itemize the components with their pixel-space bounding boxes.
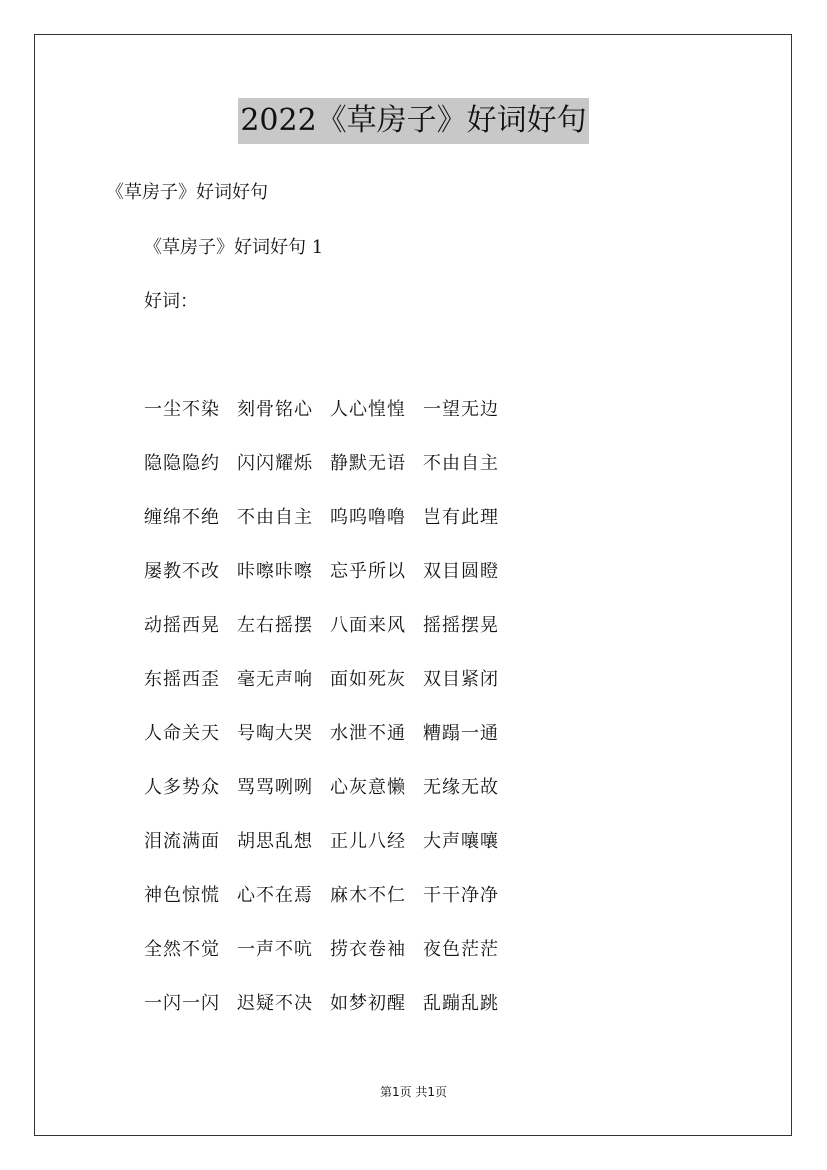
word-row — [144, 614, 516, 668]
good-words-list — [144, 398, 516, 1046]
word-item: 正儿八经 — [330, 831, 406, 852]
page-footer: 第1页 共1页 — [379, 1085, 448, 1099]
word-item: 人命关天 — [144, 723, 220, 744]
word-item: 呜呜噜噜 — [330, 507, 406, 528]
word-item: 胡思乱想 — [237, 831, 313, 852]
word-item: 骂骂咧咧 — [237, 777, 313, 798]
word-item: 屡教不改 — [144, 561, 220, 582]
word-item: 岂有此理 — [423, 507, 499, 528]
word-item: 糟蹋一通 — [423, 723, 499, 744]
word-item: 一闪一闪 — [144, 993, 220, 1014]
word-item: 无缘无故 — [423, 777, 499, 798]
word-row — [144, 452, 516, 506]
word-row — [144, 776, 516, 830]
word-item: 全然不觉 — [144, 939, 220, 960]
word-item: 东摇西歪 — [144, 669, 220, 690]
word-item: 毫无声响 — [237, 669, 313, 690]
word-item: 一尘不染 — [144, 399, 220, 420]
word-item: 夜色茫茫 — [423, 939, 499, 960]
word-item: 号啕大哭 — [237, 723, 313, 744]
word-item: 干干净净 — [423, 885, 499, 906]
word-item: 乱蹦乱跳 — [423, 993, 499, 1014]
word-item: 一望无边 — [423, 399, 499, 420]
word-row — [144, 398, 516, 452]
word-item: 人多势众 — [144, 777, 220, 798]
word-item: 闪闪耀烁 — [237, 453, 313, 474]
word-row — [144, 722, 516, 776]
word-item: 双目圆瞪 — [423, 561, 499, 582]
word-item: 心灰意懒 — [330, 777, 406, 798]
word-item: 大声嚷嚷 — [423, 831, 499, 852]
word-item: 忘乎所以 — [330, 561, 406, 582]
document-title — [0, 98, 827, 144]
word-item: 左右摇摆 — [237, 615, 313, 636]
word-row — [144, 506, 516, 560]
word-item: 如梦初醒 — [330, 993, 406, 1014]
word-row — [144, 830, 516, 884]
word-item: 咔嚓咔嚓 — [237, 561, 313, 582]
word-item: 缠绵不绝 — [144, 507, 220, 528]
word-row — [144, 992, 516, 1046]
good-words-label: 好词： — [144, 291, 198, 312]
word-item: 神色惊慌 — [144, 885, 220, 906]
word-item: 麻木不仁 — [330, 885, 406, 906]
word-item: 动摇西晃 — [144, 615, 220, 636]
word-item: 捞衣卷袖 — [330, 939, 406, 960]
word-item: 隐隐隐约 — [144, 453, 220, 474]
word-row — [144, 884, 516, 938]
word-item: 不由自主 — [237, 507, 313, 528]
word-item: 迟疑不决 — [237, 993, 313, 1014]
word-item: 面如死灰 — [330, 669, 406, 690]
section-heading: 《草房子》好词好句 1 — [144, 237, 324, 258]
word-item: 一声不吭 — [237, 939, 313, 960]
word-item: 心不在焉 — [237, 885, 313, 906]
word-item: 静默无语 — [330, 453, 406, 474]
document-title-text: 2022《草房子》好词好句 — [238, 98, 588, 144]
word-item: 双目紧闭 — [423, 669, 499, 690]
word-item: 八面来风 — [330, 615, 406, 636]
word-item: 泪流满面 — [144, 831, 220, 852]
word-item: 水泄不通 — [330, 723, 406, 744]
word-row — [144, 668, 516, 722]
word-item: 人心惶惶 — [330, 399, 406, 420]
word-row — [144, 560, 516, 614]
word-row — [144, 938, 516, 992]
word-item: 不由自主 — [423, 453, 499, 474]
document-subtitle: 《草房子》好词好句 — [106, 182, 268, 203]
word-item: 刻骨铭心 — [237, 399, 313, 420]
word-item: 摇摇摆晃 — [423, 615, 499, 636]
